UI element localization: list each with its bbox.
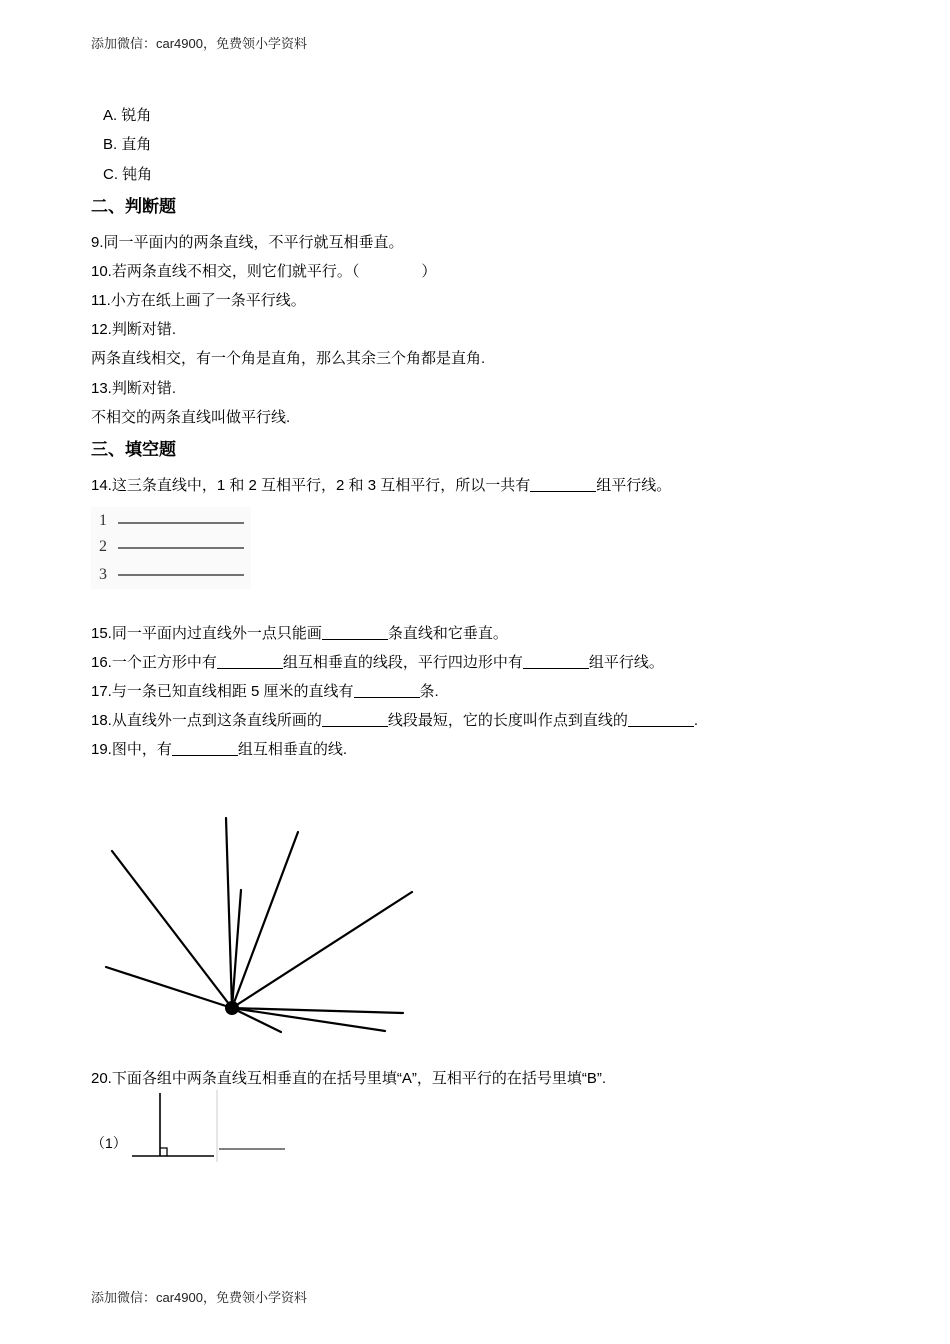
question-17: 17.与一条已知直线相距 5 厘米的直线有 条. [91, 683, 439, 700]
question-12-detail: 两条直线相交，有一个角是直角，那么其余三个角都是直角. [91, 350, 486, 367]
question-9: 9.同一平面内的两条直线，不平行就互相垂直。 [91, 234, 404, 251]
ray [232, 1008, 281, 1032]
answer-blank[interactable] [354, 682, 420, 698]
answer-blank[interactable] [217, 653, 283, 669]
answer-blank[interactable] [172, 740, 238, 756]
option-a: A. 锐角 [103, 107, 152, 124]
rays [106, 818, 412, 1032]
line-label-3: 3 [99, 566, 107, 583]
option-c: C. 钝角 [103, 166, 153, 183]
answer-blank[interactable] [322, 624, 388, 640]
ray [232, 832, 298, 1008]
ray [232, 1008, 385, 1031]
parallel-lines-figure [91, 507, 251, 589]
answer-blank[interactable] [628, 711, 694, 727]
question-20: 20.下面各组中两条直线互相垂直的在括号里填“A”，互相平行的在括号里填“B”. [91, 1070, 607, 1087]
line-label-2: 2 [99, 538, 107, 555]
page-header: 添加微信：car4900，免费领小学资料 [91, 36, 307, 51]
section-title-judge: 二、判断题 [91, 197, 176, 216]
ray [232, 890, 241, 1008]
question-10: 10.若两条直线不相交，则它们就平行。（ ） [91, 263, 437, 280]
ray [232, 892, 412, 1008]
question-13-detail: 不相交的两条直线叫做平行线. [91, 409, 291, 426]
question-13: 13.判断对错. [91, 380, 177, 397]
line-label-1: 1 [99, 512, 107, 529]
question-15: 15.同一平面内过直线外一点只能画 条直线和它垂直。 [91, 625, 508, 642]
page-footer: 添加微信：car4900，免费领小学资料 [91, 1290, 307, 1305]
question-16: 16.一个正方形中有 组互相垂直的线段，平行四边形中有 组平行线。 [91, 654, 664, 671]
right-angle-mark [160, 1148, 167, 1156]
question-18: 18.从直线外一点到这条直线所画的 线段最短，它的长度叫作点到直线的 . [91, 712, 699, 729]
question-12: 12.判断对错. [91, 321, 177, 338]
question-20-item-1: （1） [91, 1135, 127, 1151]
question-14: 14.这三条直线中，1 和 2 互相平行，2 和 3 互相平行，所以一共有 组平行线。 [91, 477, 672, 494]
vertex-dot [225, 1001, 239, 1015]
answer-blank[interactable] [322, 711, 388, 727]
ray [112, 851, 232, 1008]
ray [226, 818, 232, 1008]
answer-blank[interactable] [523, 653, 589, 669]
ray [232, 1008, 403, 1013]
answer-blank[interactable] [530, 476, 596, 492]
option-b: B. 直角 [103, 136, 152, 153]
question-11: 11.小方在纸上画了一条平行线。 [91, 292, 306, 309]
ray [106, 967, 232, 1008]
question-19: 19.图中，有 组互相垂直的线. [91, 741, 348, 758]
section-title-fill: 三、填空题 [91, 440, 176, 459]
